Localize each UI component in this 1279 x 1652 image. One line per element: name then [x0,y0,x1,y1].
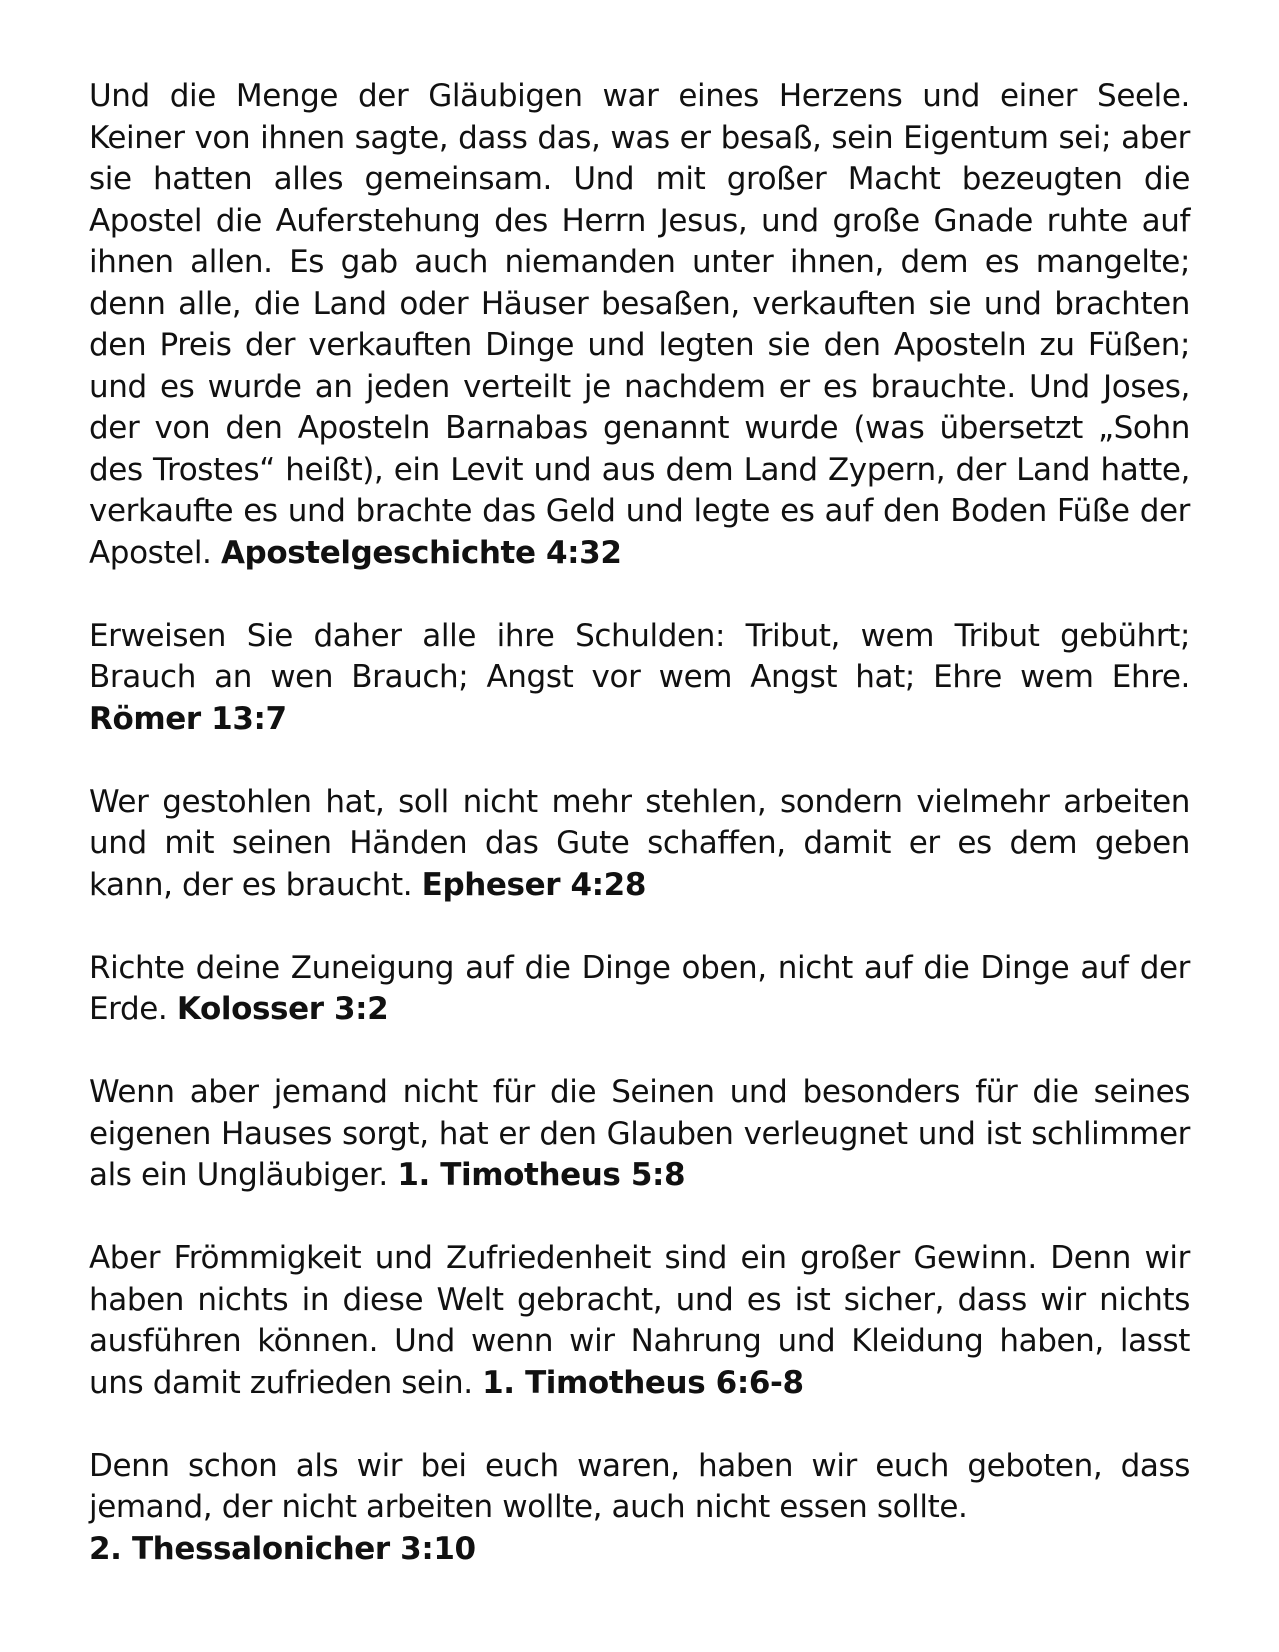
verse-text: Aber Frömmigkeit und Zufriedenheit sind ein großer Gewinn. Denn wir haben nichts in diese Welt gebracht, und es ist sicher, dass wir nichts ausführen können. Und wenn wir Nahrung und Kleidung haben, lasst uns damit zufrieden sein. [89,1240,1190,1401]
verse-reference: Epheser 4:28 [421,866,646,903]
verse-reference: Kolosser 3:2 [176,991,389,1027]
verse-text: Und die Menge der Gläubigen war eines Herzens und einer Seele. Keiner von ihnen sagte, dass das, was er besaß, sein Eigentum sei; aber sie hatten alles gemeinsam. Und mit großer Macht bezeugten die Apostel die Auferstehung des Herrn Jesus, und große Gnade ruhte auf ihnen allen. Es gab auch niemanden unter ihnen, dem es mangelte; denn alle, die Land oder Häuser besaßen, verkauften sie und brachten den Preis der verkauften Dinge und legten sie den Aposteln zu Füßen; und es wurde an jeden verteilt je nachdem er es brauchte. Und Joses, der von den Aposteln Barnabas genannt wurde (was übersetzt „Sohn des Trostes“ heißt), ein Levit und aus dem Land Zypern, der Land hatte, verkaufte es und brachte das Geld und legte es auf den Boden Füße der Apostel. [89,78,1190,571]
verse-reference: 1. Timotheus 5:8 [397,1157,686,1193]
verse-reference: Apostelgeschichte 4:32 [220,534,622,571]
verse-reference: 2. Thessalonicher 3:10 [89,1530,476,1567]
verse-2-thessalonians-3-10 [89,1446,1190,1571]
verse-text: Erweisen Sie daher alle ihre Schulden: Tribut, wem Tribut gebührt; Brauch an wen Brauch; Angst vor wem Angst hat; Ehre wem Ehre. [89,617,1190,695]
verse-text: Wenn aber jemand nicht für die Seinen und besonders für die seines eigenen Hauses sorgt, hat er den Glauben verleugnet und ist schlimmer als ein Ungläubiger. [89,1074,1190,1193]
verse-acts-4-32 [89,76,1190,574]
verse-text: Denn schon als wir bei euch waren, haben wir euch geboten, dass jemand, der nicht arbeiten wollte, auch nicht essen sollte. [89,1447,1190,1525]
scripture-page [89,76,1190,1612]
verse-reference: Römer 13:7 [89,700,287,737]
verse-1-timothy-6-6-8 [89,1238,1190,1404]
verse-1-timothy-5-8 [89,1072,1190,1197]
verse-reference: 1. Timotheus 6:6-8 [482,1364,804,1401]
verse-colossians-3-2 [89,948,1190,1031]
verse-ephesians-4-28 [89,782,1190,907]
verse-romans-13-7 [89,616,1190,741]
verse-text: Richte deine Zuneigung auf die Dinge oben, nicht auf die Dinge auf der Erde. [89,949,1190,1027]
verse-text: Wer gestohlen hat, soll nicht mehr stehlen, sondern vielmehr arbeiten und mit seinen Händen das Gute schaffen, damit er es dem geben kann, der es braucht. [89,783,1190,903]
